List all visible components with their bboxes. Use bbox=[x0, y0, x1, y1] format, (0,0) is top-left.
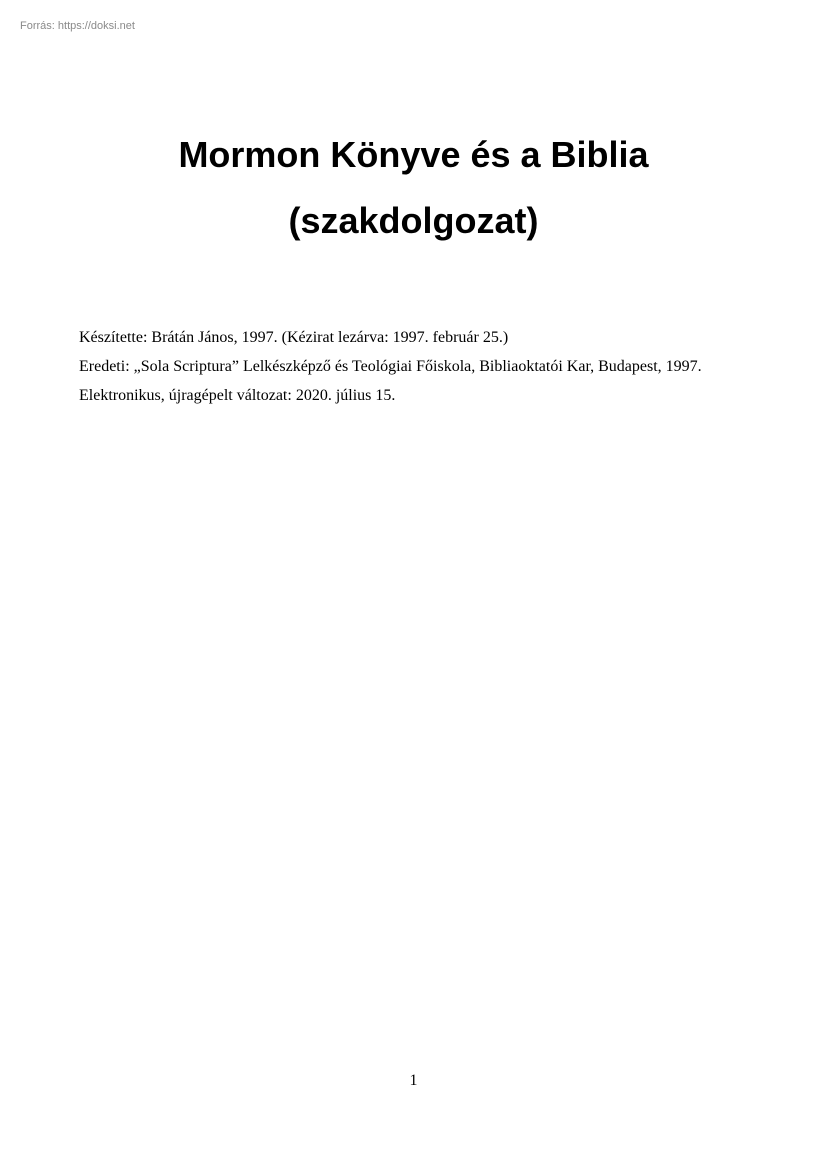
document-title bbox=[0, 122, 827, 254]
title-line-main: Mormon Könyve és a Biblia bbox=[178, 134, 649, 175]
document-meta bbox=[79, 323, 779, 410]
origin-line: Eredeti: „Sola Scriptura” Lelkészképző és Teológiai Főiskola, Bibliaoktatói Kar, Budapest, 1997. bbox=[79, 358, 702, 375]
author-line: Készítette: Brátán János, 1997. (Kézirat lezárva: 1997. február 25.) bbox=[79, 329, 509, 346]
page-number: 1 bbox=[409, 1072, 418, 1089]
source-note: Forrás: https://doksi.net bbox=[20, 20, 135, 32]
edition-line: Elektronikus, újragépelt változat: 2020. július 15. bbox=[79, 387, 396, 404]
title-line-subtitle: (szakdolgozat) bbox=[288, 200, 539, 241]
